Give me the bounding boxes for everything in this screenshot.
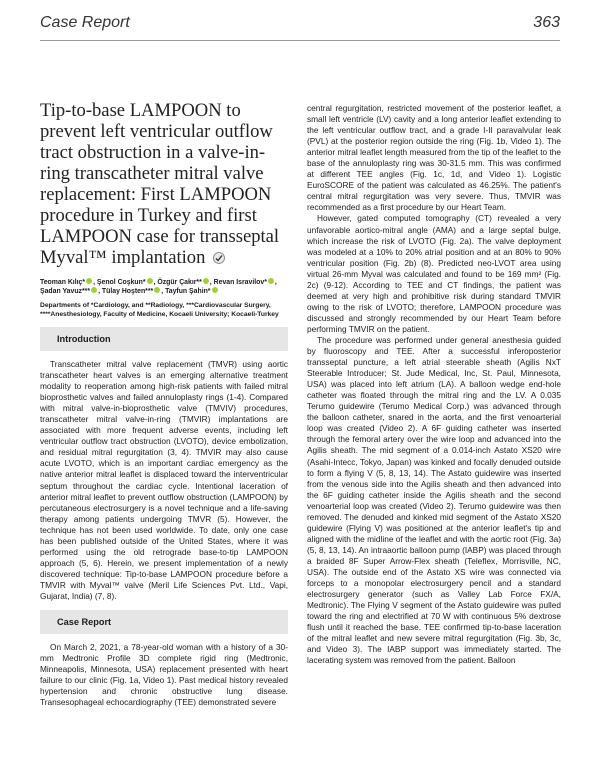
case-report-paragraph-1-continued: central regurgitation, restricted movement of the posterior leaflet, a small left ventricle (LV) cavity and a long anterior leaflet extending to the left ventricular outflow tract, and a grade I-II paravalvular leak (PVL) at the posterior region outside the ring (Fig. 1b, Video 1). The anterior mitral leaflet length measured from the tip of the leaflet to the base of the annuloplasty ring was 30-31.5 mm. This was confirmed at different TEE angles (Fig. 1c, 1d, and Video 1). Logistic EuroSCORE of the patient was calculated as 46.25%. The patient's central mitral regurgitation was very severe. Thus, TMVIR was recommended as a first procedure by our Heart Team. (307, 103, 561, 213)
article-title-text: Tip-to-base LAMPOON to prevent left ventricular outflow tract obstruction in a valve-in-ring transcatheter mitral valve replacement: First LAMPOON procedure in Turkey and first LAMPOON case for transseptal Myval™ implantation (40, 100, 280, 268)
introduction-heading-bar (40, 327, 288, 351)
section-label: Case Report (40, 14, 130, 31)
author: Tayfun Şahin* (165, 288, 211, 295)
author: Revan Isravilov* (213, 279, 267, 286)
header-divider (40, 40, 560, 41)
case-report-heading-bar (40, 610, 288, 634)
orcid-icon[interactable] (203, 278, 209, 284)
introduction-paragraph: Transcatheter mitral valve replacement (TMVR) using aortic transcatheter heart valves is an emerging alternative treatment modality to reoperation among high-risk patients with failed mitral bioprosthetic valves and failed annuloplasty rings (1-4). Compared with mitral valve-in-bioprosthetic valve (TMVIV) procedures, transcatheter mitral valve-in-ring (TMVIR) implantations are associated with more frequent adverse events, including left ventricular outflow tract obstruction (LVOTO), device embolization, and residual mitral regurgitation (3, 4). TMVIR may also cause acute LVOTO, which is an important cardiac emergency as the native anterior mitral leaflet is displaced toward the interventricular septum throughout the cardiac cycle. Intentional laceration of anterior mitral leaflet to prevent outflow obstruction (LAMPOON) by percutaneous electrosurgery is a novel technique and a life-saving therapy among patients undergoing TMVR (5). However, the technique has not been used worldwide. To date, only one case has been published outside of the United States, where it was performed using the old retrograde base-to-tip LAMPOON approach (5, 6). Herein, we present implementation of a newly discovered technique: Tip-to-base LAMPOON procedure before a TMVIR with Myval™ valve (Meril Life Sciences Pvt. Ltd., Vapi, Gujarat, India) (7, 8). (40, 359, 288, 601)
orcid-icon[interactable] (268, 278, 274, 284)
author-list: Teoman Kılıç* , Şenol Coşkun* , Özgür Çakır** , Revan Isravilov* , Şadan Yavuz*** , Tülay Hoşten*** , Tayfun Şahin* (40, 279, 277, 295)
orcid-icon[interactable] (91, 287, 97, 293)
left-column (40, 100, 288, 708)
crossmark-icon[interactable] (213, 252, 225, 264)
introduction-heading: Introduction (57, 334, 111, 344)
author: Tülay Hoşten*** (101, 288, 154, 295)
right-column (307, 103, 561, 666)
page-number: 363 (533, 14, 560, 31)
orcid-icon[interactable] (86, 278, 92, 284)
affiliations: Departments of *Cardiology, and **Radiology, ***Cardiovascular Surgery, ****Anesthesiology, Faculty of Medicine, Kocaeli University; Kocaeli-Turkey (40, 302, 279, 318)
case-report-paragraph-3: The procedure was performed under general anesthesia guided by fluoroscopy and TEE. After a successful inferoposterior transseptal puncture, a left atrial steerable sheath (Agilis NxT Steerable Introducer; St. Jude Medical, Inc, St. Paul, Minnesota, USA) was placed into left atrium (LA). A balloon wedge end-hole catheter was floated through the mitral ring and the LV. A 0.035 Terumo guidewire (Terumo Medical Corp.) was advanced through the balloon catheter, snared in the aorta, and the first venoarterial loop was created (Video 2). A 6F guiding catheter was inserted through the femoral artery over the wire loop and advanced into the Agilis sheath. The mid segment of a 0.014-inch Astato XS20 wire (Asahi-Intecc, Tokyo, Japan) was kinked and focally denuded outside to form a flying V (5, 8, 13, 14). The Astato guidewire was inserted from the venous side into the Agilis sheath and then advanced into the 6F guiding catheter inside the Agilis sheath and the second venoarterial loop was created (Video 2). Terumo guidewire was then removed. The denuded and kinked mid segment of the Astato XS20 guidewire (Flying V) was positioned at the anterior leaflet's tip and aligned with the midline of the leaflet and with the aortic root (Fig. 3a) (5, 8, 13, 14). An intraaortic balloon pump (IABP) was placed through a braided 8F Super Arrow-Flex sheath (Teleflex, Morrisville, NC, USA). The outside end of the Astato XS wire was connected via forceps to a monopolar electrosurgery pencil and a standard electrosurgery generator (such as Valley Lab Force FX/A, Medtronic). The Flying V segment of the Astato guidewire was pulled toward the ring and electrified at 70 W with continuous 5% dextrose flush until it reached the base. TEE confirmed tip-to-base laceration of the mitral leaflet and new severe mitral regurgitation (Fig. 3b, 3c, and Video 3). The IABP support was immediately started. The lacerating system was removed from the patient. Balloon (307, 334, 561, 666)
running-header (40, 14, 560, 38)
article-title (40, 100, 288, 268)
case-report-paragraph-1: On March 2, 2021, a 78-year-old woman with a history of a 30-mm Medtronic Profile 3D complete rigid ring (Medtronic, Minneapolis, Minnesota, USA) replacement presented with heart failure to our clinic (Fig. 1a, Video 1). Past medical history revealed hypertension and chronic obstructive lung disease. Transesophageal echocardiography (TEE) demonstrated severe (40, 642, 288, 708)
case-report-paragraph-2: However, gated computed tomography (CT) revealed a very unfavorable aortico-mitral angle (AMA) and a large septal bulge, which increase the risk of LVOTO (Fig. 2a). The valve deployment was modeled at a 10% to 20% atrial position and at an 80% to 90% ventricular position (Fig. 2b) (8). Predicted neo-LVOT area using virtual 26-mm Myval was calculated and found to be 169 mm² (Fig. 2c) (9-12). According to TEE and CT findings, the patient was deemed at very high and prohibitive risk during standard TMVIR owing to the risk of LVOTO; therefore, LAMPOON procedure was discussed and strongly recommended by our Heart Team before performing TMVIR on the patient. (307, 213, 561, 334)
orcid-icon[interactable] (147, 278, 153, 284)
author: Özgür Çakır** (157, 279, 202, 286)
author: Şadan Yavuz*** (40, 288, 91, 295)
orcid-icon[interactable] (212, 287, 218, 293)
author: Teoman Kılıç* (40, 279, 86, 286)
author: Şenol Coşkun* (96, 279, 146, 286)
case-report-heading: Case Report (57, 617, 112, 628)
orcid-icon[interactable] (154, 287, 160, 293)
